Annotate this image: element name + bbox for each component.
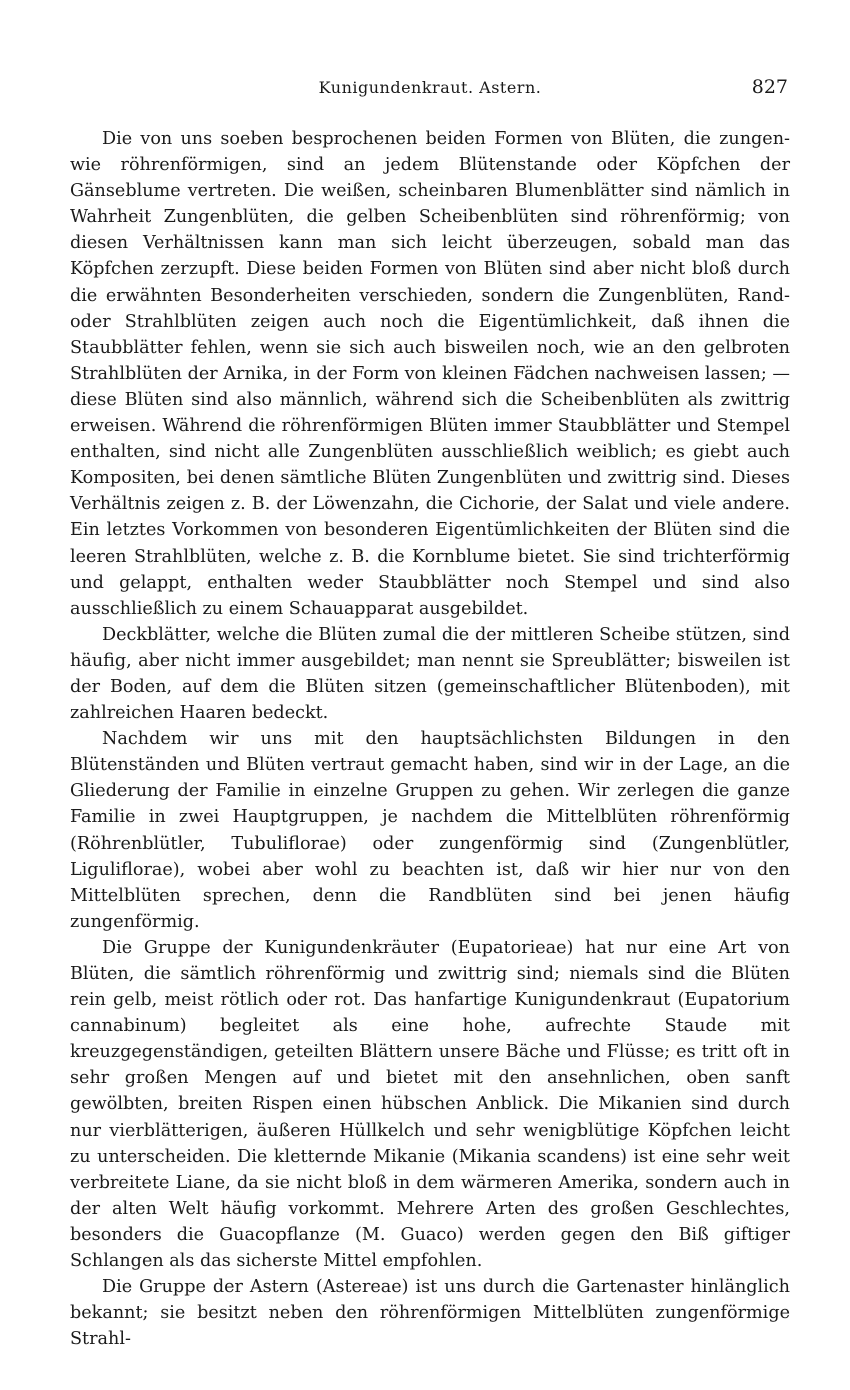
running-head [70,78,790,104]
paragraph-eupatorieae: Die Gruppe der Kunigundenkräuter (Eupatorieae) hat nur eine Art von Blüten, die sämtlich röhrenförmig und zwittrig sind; niemals sind die Blüten rein gelb, meist rötlich oder rot. Das hanfartige Kunigundenkraut (Eupatorium cannabinum) begleitet als eine hohe, aufrechte Staude mit kreuzgegenständigen, geteilten Blättern unsere Bäche und Flüsse; es tritt oft in sehr großen Mengen auf und bietet mit den ansehnlichen, oben sanft gewölbten, breiten Rispen einen hübschen Anblick. Die Mikanien sind durch nur vierblätterigen, äußeren Hüllkelch und sehr wenigblütige Köpfchen leicht zu unterscheiden. Die kletternde Mikanie (Mikania scandens) ist eine sehr weit verbreitete Liane, da sie nicht bloß in dem wärmeren Amerika, sondern auch in der alten Welt häufig vorkommt. Mehrere Arten des großen Geschlechtes, besonders die Guacopflanze (M. Guaco) werden gegen den Biß giftiger Schlangen als das sicherste Mittel empfohlen. [70,937,790,1272]
paragraph-bracts: Deckblätter, welche die Blüten zumal die der mittleren Scheibe stützen, sind häufig, aber nicht immer ausgebildet; man nennt sie Spreublätter; bisweilen ist der Boden, auf dem die Blüten sitzen (gemeinschaftlicher Blütenboden), mit zahlreichen Haaren bedeckt. [70,624,790,724]
running-title: Kunigundenkraut. Astern. [318,78,542,97]
page-number: 827 [751,76,788,98]
paragraph-main-groups: Nachdem wir uns mit den hauptsächlichsten Bildungen in den Blütenständen und Blüten vertraut gemacht haben, sind wir in der Lage, an die Gliederung der Familie in einzelne Gruppen zu gehen. Wir zerlegen die ganze Familie in zwei Hauptgruppen, je nachdem die Mittelblüten röhrenförmig (Röhrenblütler, Tubuliflorae) oder zungenförmig sind (Zungenblütler, Liguliflorae), wobei aber wohl zu beachten ist, daß wir hier nur von den Mittelblüten sprechen, denn die Randblüten sind bei jenen häufig zungenförmig. [70,729,790,932]
body-text [70,126,790,1352]
paragraph-composite-flowers: Die von uns soeben besprochenen beiden Formen von Blüten, die zungen- wie röhrenförmigen, sind an jedem Blütenstande oder Köpfchen der Gänseblume vertreten. Die weißen, scheinbaren Blumenblätter sind nämlich in Wahrheit Zungenblüten, die gelben Scheibenblüten sind röhrenförmig; von diesen Verhältnissen kann man sich leicht überzeugen, sobald man das Köpfchen zerzupft. Diese beiden Formen von Blüten sind aber nicht bloß durch die erwähnten Besonderheiten verschieden, sondern die Zungenblüten, Rand- oder Strahlblüten zeigen auch noch die Eigentümlichkeit, daß ihnen die Staubblätter fehlen, wenn sie sich auch bisweilen noch, wie an den gelbroten Strahlblüten der Arnika, in der Form von kleinen Fädchen nachweisen lassen; — diese Blüten sind also männlich, während sich die Scheibenblüten als zwittrig erweisen. Während die röhrenförmigen Blüten immer Staubblätter und Stempel enthalten, sind nicht alle Zungenblüten ausschließlich weiblich; es giebt auch Kompositen, bei denen sämtliche Blüten Zungenblüten und zwittrig sind. Dieses Verhältnis zeigen z. B. der Löwenzahn, die Cichorie, der Salat und viele andere. Ein letztes Vorkommen von besonderen Eigentümlichkeiten der Blüten sind die leeren Strahlblüten, welche z. B. die Kornblume bietet. Sie sind trichterförmig und gelappt, enthalten weder Staubblätter noch Stempel und sind also ausschließlich zu einem Schauapparat ausgebildet. [70,129,790,619]
paragraph-astereae: Die Gruppe der Astern (Astereae) ist uns durch die Gartenaster hinlänglich bekannt; sie besitzt neben den röhrenförmigen Mittelblüten zungenförmige Strahl- [70,1277,790,1350]
